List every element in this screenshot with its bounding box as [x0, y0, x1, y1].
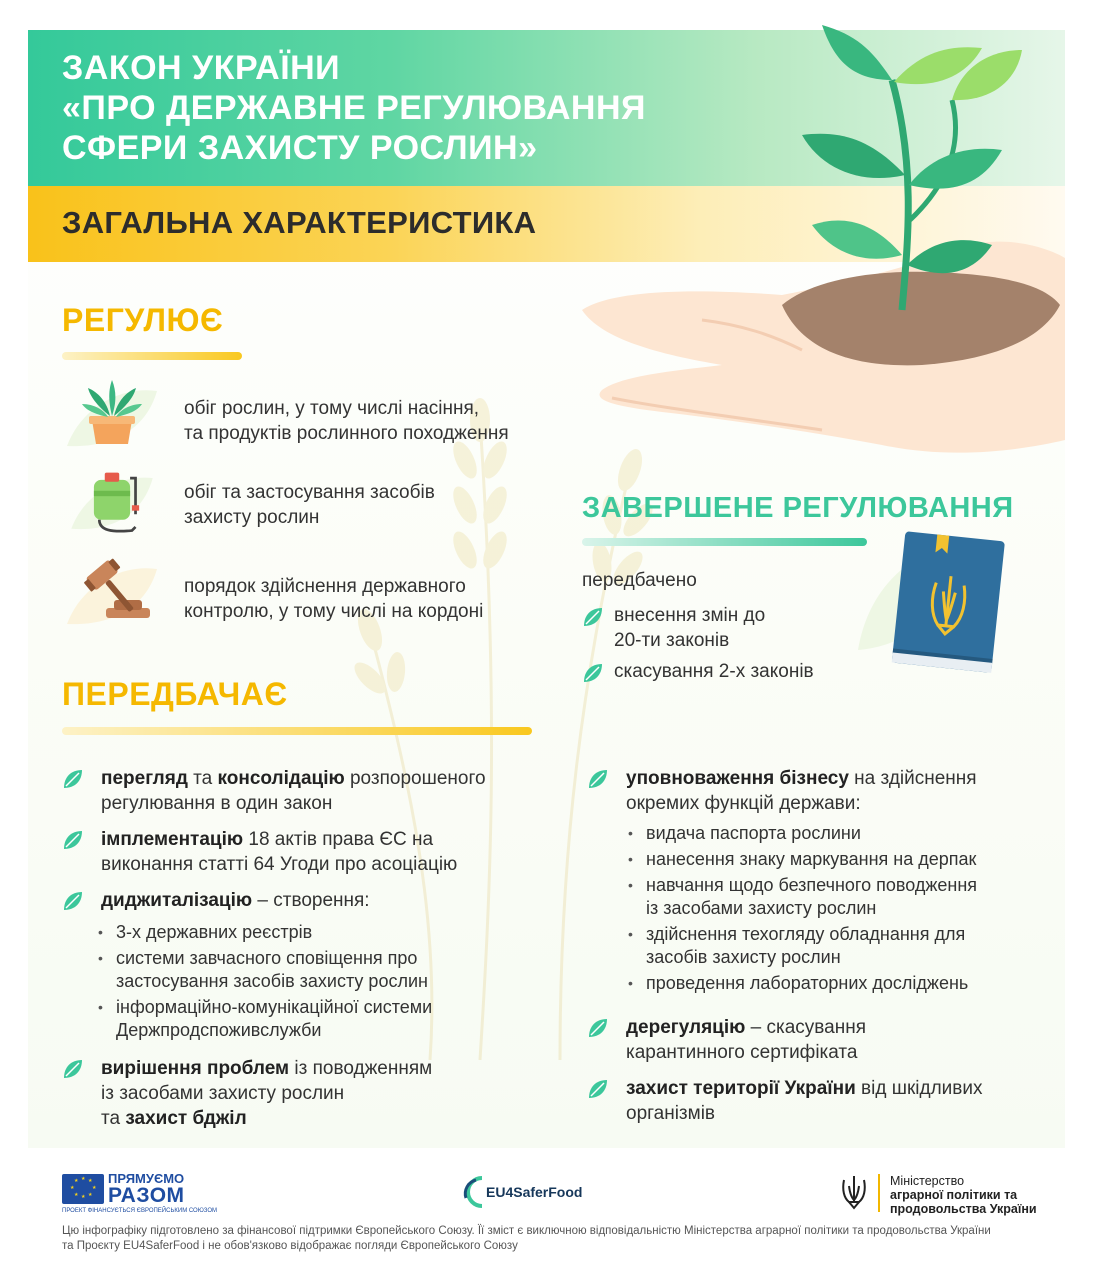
subitem — [96, 996, 432, 1042]
text: розпорошеного — [344, 768, 486, 789]
text-line: із засобами захисту рослин — [646, 898, 877, 918]
title-line: ЗАКОН УКРАЇНИ — [62, 49, 341, 87]
text-line: • навчання щодо безпечного поводження — [646, 875, 978, 895]
leaf-bullet-icon — [582, 662, 604, 684]
text: на здійснення — [848, 768, 977, 789]
leaf-bullet-icon — [62, 768, 84, 790]
text-line: 20-ти законів — [614, 630, 730, 651]
regulates-item-text — [184, 480, 435, 530]
ministry-divider — [878, 1174, 880, 1212]
text-line: Цю інфографіку підготовлено за фінансової підтримки Європейського Союзу. Її зміст є виключною відповідальністю Міністерства аграрної політики та продовольства України — [62, 1225, 991, 1237]
bold-text: диджиталізацію — [101, 890, 253, 911]
leaf-bullet-icon — [582, 606, 604, 628]
subitem — [626, 822, 977, 845]
provides-underline — [62, 727, 532, 735]
text-line: порядок здійснення державного — [184, 576, 466, 597]
text-line: виконання статті 64 Угоди про асоціацію — [101, 854, 458, 875]
text-line: регулювання в один закон — [101, 793, 333, 814]
eu-logo-line1: ПРЯМУЄМО — [108, 1171, 185, 1186]
leaf-bullet-icon — [587, 1017, 609, 1039]
subitem — [96, 947, 432, 993]
bold-text: дерегуляцію — [626, 1017, 746, 1038]
eu-flag-icon: ★ ★ ★ ★ ★ ★ ★ ★ — [62, 1174, 104, 1204]
provides-item — [626, 1076, 983, 1126]
leaf-bullet-icon — [62, 1058, 84, 1080]
provides-item — [101, 888, 370, 913]
text: – створення: — [252, 890, 370, 911]
bold-text: перегляд — [101, 768, 188, 789]
eu4saferfood-logo-text: EU4SaferFood — [486, 1184, 583, 1200]
subitem — [626, 923, 977, 969]
bold-text: консолідацію — [217, 768, 345, 789]
business-subitems — [626, 822, 977, 995]
provides-item — [626, 1015, 866, 1065]
subitem — [626, 874, 977, 920]
text-line: організмів — [626, 1103, 716, 1124]
completed-item — [614, 603, 765, 653]
text-line: • видача паспорта рослини — [646, 823, 861, 843]
subitem — [626, 848, 977, 871]
eu-logo-line2: РАЗОМ — [108, 1184, 185, 1207]
completed-item — [614, 659, 814, 684]
text-line: застосування засобів захисту рослин — [116, 971, 428, 991]
text: та — [101, 1108, 126, 1129]
text-line: внесення змін до — [614, 605, 766, 626]
text-line: скасування 2-х законів — [614, 661, 814, 682]
leaf-bullet-icon — [62, 829, 84, 851]
leaf-bullet-icon — [587, 1078, 609, 1100]
text-line: захисту рослин — [184, 507, 320, 528]
text-line: • системи завчасного сповіщення про — [116, 948, 418, 968]
bold-text: вирішення проблем — [101, 1058, 290, 1079]
provides-item — [101, 1056, 432, 1131]
text: із поводженням — [289, 1058, 433, 1079]
text-line: із засобами захисту рослин — [101, 1083, 345, 1104]
regulates-item — [62, 554, 582, 630]
regulates-item-text — [184, 396, 509, 446]
provides-item — [101, 766, 486, 816]
leaf-bullet-icon — [62, 890, 84, 912]
text-line: та продуктів рослинного походження — [184, 423, 509, 444]
page-subtitle: ЗАГАЛЬНА ХАРАКТЕРИСТИКА — [62, 205, 537, 240]
text-line: обіг та застосування засобів — [184, 482, 435, 503]
completed-regulation-underline — [582, 538, 867, 546]
regulates-item-text — [184, 574, 483, 624]
title-line: СФЕРИ ЗАХИСТУ РОСЛИН» — [62, 129, 538, 167]
text-line: • інформаційно-комунікаційної системи — [116, 997, 433, 1017]
digitalization-subitems — [96, 921, 432, 1042]
bold-text: захист території України — [626, 1078, 856, 1099]
gavel-icon — [62, 554, 162, 630]
provides-title: ПЕРЕДБАЧАЄ — [62, 676, 288, 712]
potted-plant-icon — [62, 376, 162, 452]
regulates-underline — [62, 352, 242, 360]
hand-with-sprout-icon — [572, 20, 1065, 470]
regulates-item — [62, 460, 582, 536]
text-line: окремих функцій держави: — [626, 793, 861, 814]
text: та — [187, 768, 218, 789]
ministry-logo-text — [890, 1174, 1037, 1216]
leaf-bullet-icon — [587, 768, 609, 790]
bold-text: захист бджіл — [125, 1108, 247, 1129]
text-line: Держпродспоживслужби — [116, 1020, 322, 1040]
text-line: • нанесення знаку маркування на дерпак — [646, 849, 977, 869]
trident-icon — [840, 1172, 868, 1212]
text: – скасування — [745, 1017, 867, 1038]
text-line: карантинного сертифіката — [626, 1042, 858, 1063]
text-line: • здійснення техогляду обладнання для — [646, 924, 966, 944]
regulates-item — [62, 376, 582, 452]
provides-item — [626, 766, 977, 816]
text-line: контролю, у тому числі на кордоні — [184, 601, 484, 622]
text-line: аграрної політики та — [890, 1188, 1018, 1202]
subitem — [96, 921, 432, 944]
law-book-icon — [858, 530, 1008, 680]
bold-text: імплементацію — [101, 829, 244, 850]
text-line: обіг рослин, у тому числі насіння, — [184, 398, 480, 419]
text-line: • проведення лабораторних досліджень — [646, 973, 969, 993]
subitem — [626, 972, 977, 995]
sprayer-icon — [62, 460, 162, 536]
text-line: Міністерство — [890, 1174, 965, 1188]
text-line: засобів захисту рослин — [646, 947, 841, 967]
text-line: • 3-х державних реєстрів — [116, 922, 313, 942]
title-line: «ПРО ДЕРЖАВНЕ РЕГУЛЮВАННЯ — [62, 89, 646, 127]
text: від шкідливих — [855, 1078, 983, 1099]
bold-text: уповноваження бізнесу — [626, 768, 849, 789]
completed-regulation-title: ЗАВЕРШЕНЕ РЕГУЛЮВАННЯ — [582, 492, 1014, 524]
regulates-title: РЕГУЛЮЄ — [62, 302, 224, 338]
text-line: та Проєкту EU4SaferFood і не обов'язково відображає погляди Європейського Союзу — [62, 1240, 518, 1252]
completed-intro: передбачено — [582, 570, 697, 591]
text-line: продовольства України — [890, 1202, 1037, 1216]
text: 18 актів права ЄС на — [243, 829, 434, 850]
disclaimer — [62, 1224, 991, 1254]
provides-item — [101, 827, 457, 877]
eu-logo-caption: ПРОЕКТ ФІНАНСУЄТЬСЯ ЄВРОПЕЙСЬКИМ СОЮЗОМ — [62, 1208, 218, 1214]
